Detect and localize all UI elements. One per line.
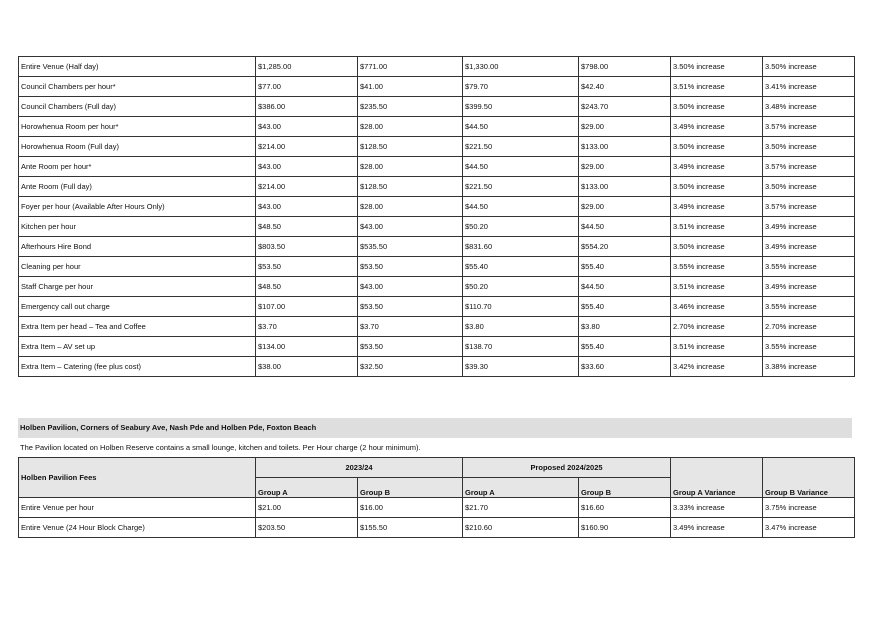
table-cell: 3.50% increase bbox=[763, 137, 855, 157]
table-cell: 3.49% increase bbox=[671, 157, 763, 177]
table-cell: 3.50% increase bbox=[763, 57, 855, 77]
table-cell: 3.50% increase bbox=[671, 237, 763, 257]
table-cell: $210.60 bbox=[463, 518, 579, 538]
table-cell: $48.50 bbox=[256, 217, 358, 237]
table-cell: $44.50 bbox=[579, 277, 671, 297]
table-cell: $3.80 bbox=[463, 317, 579, 337]
table-cell: $214.00 bbox=[256, 137, 358, 157]
table-row bbox=[19, 357, 855, 377]
table-cell: Entire Venue per hour bbox=[19, 498, 256, 518]
table-cell: Horowhenua Room per hour* bbox=[19, 117, 256, 137]
table-cell: Staff Charge per hour bbox=[19, 277, 256, 297]
table-cell: Entire Venue (Half day) bbox=[19, 57, 256, 77]
venue-fees-body bbox=[19, 57, 855, 377]
holben-description: The Pavilion located on Holben Reserve contains a small lounge, kitchen and toilets. Per Hour charge (2 hour minimum). bbox=[20, 443, 421, 452]
table-cell: $50.20 bbox=[463, 217, 579, 237]
table-cell: $3.80 bbox=[579, 317, 671, 337]
table-cell: $155.50 bbox=[358, 518, 463, 538]
table-cell: $221.50 bbox=[463, 177, 579, 197]
table-cell: $107.00 bbox=[256, 297, 358, 317]
table-cell: 3.47% increase bbox=[763, 518, 855, 538]
table-cell: $29.00 bbox=[579, 197, 671, 217]
table-cell: 3.50% increase bbox=[763, 177, 855, 197]
table-cell: Kitchen per hour bbox=[19, 217, 256, 237]
table-cell: $28.00 bbox=[358, 117, 463, 137]
table-cell: 3.49% increase bbox=[763, 237, 855, 257]
table-cell: $221.50 bbox=[463, 137, 579, 157]
table-cell: 3.55% increase bbox=[763, 337, 855, 357]
table-cell: Council Chambers (Full day) bbox=[19, 97, 256, 117]
table-cell: 2.70% increase bbox=[671, 317, 763, 337]
table-cell: $133.00 bbox=[579, 137, 671, 157]
table-cell: 3.41% increase bbox=[763, 77, 855, 97]
table-cell: Entire Venue (24 Hour Block Charge) bbox=[19, 518, 256, 538]
table-cell: $399.50 bbox=[463, 97, 579, 117]
table-cell: 3.51% increase bbox=[671, 217, 763, 237]
group-a-variance-header: Group A Variance bbox=[671, 458, 763, 498]
table-cell: 3.50% increase bbox=[671, 137, 763, 157]
current-group-a-header: Group A bbox=[256, 478, 358, 498]
table-cell: $21.70 bbox=[463, 498, 579, 518]
table-cell: $43.00 bbox=[256, 197, 358, 217]
table-cell: Foyer per hour (Available After Hours Only) bbox=[19, 197, 256, 217]
table-cell: 3.51% increase bbox=[671, 337, 763, 357]
table-cell: $53.50 bbox=[256, 257, 358, 277]
table-cell: $28.00 bbox=[358, 157, 463, 177]
table-row bbox=[19, 498, 855, 518]
table-row bbox=[19, 297, 855, 317]
table-row bbox=[19, 237, 855, 257]
table-cell: $28.00 bbox=[358, 197, 463, 217]
proposed-group-b-header: Group B bbox=[579, 478, 671, 498]
table-cell: $133.00 bbox=[579, 177, 671, 197]
table-cell: $134.00 bbox=[256, 337, 358, 357]
table-cell: $110.70 bbox=[463, 297, 579, 317]
table-cell: 3.57% increase bbox=[763, 117, 855, 137]
venue-fees-table bbox=[18, 56, 855, 377]
table-cell: Cleaning per hour bbox=[19, 257, 256, 277]
table-row bbox=[19, 518, 855, 538]
table-cell: $160.90 bbox=[579, 518, 671, 538]
holben-fees-body bbox=[19, 498, 855, 538]
table-cell: $55.40 bbox=[463, 257, 579, 277]
table-cell: $55.40 bbox=[579, 257, 671, 277]
table-cell: $53.50 bbox=[358, 297, 463, 317]
table-cell: 3.57% increase bbox=[763, 157, 855, 177]
table-cell: $48.50 bbox=[256, 277, 358, 297]
table-cell: 3.49% increase bbox=[763, 217, 855, 237]
group-b-variance-header: Group B Variance bbox=[763, 458, 855, 498]
table-cell: 3.55% increase bbox=[763, 297, 855, 317]
table-row bbox=[19, 117, 855, 137]
table-cell: $43.00 bbox=[358, 277, 463, 297]
table-cell: $44.50 bbox=[579, 217, 671, 237]
table-cell: $21.00 bbox=[256, 498, 358, 518]
proposed-group-a-header: Group A bbox=[463, 478, 579, 498]
period-current-header: 2023/24 bbox=[256, 458, 463, 478]
table-cell: $29.00 bbox=[579, 157, 671, 177]
table-cell: 3.48% increase bbox=[763, 97, 855, 117]
table-cell: 3.42% increase bbox=[671, 357, 763, 377]
table-cell: 3.57% increase bbox=[763, 197, 855, 217]
table-cell: $1,285.00 bbox=[256, 57, 358, 77]
table-cell: 3.50% increase bbox=[671, 177, 763, 197]
table-row bbox=[19, 97, 855, 117]
table-cell: $55.40 bbox=[579, 337, 671, 357]
table-cell: $3.70 bbox=[256, 317, 358, 337]
table-cell: Extra Item – AV set up bbox=[19, 337, 256, 357]
table-cell: 2.70% increase bbox=[763, 317, 855, 337]
table-cell: $53.50 bbox=[358, 337, 463, 357]
table-cell: $77.00 bbox=[256, 77, 358, 97]
table-cell: $16.60 bbox=[579, 498, 671, 518]
table-cell: $44.50 bbox=[463, 117, 579, 137]
table-cell: $243.70 bbox=[579, 97, 671, 117]
table-cell: 3.49% increase bbox=[763, 277, 855, 297]
table-cell: Extra Item – Catering (fee plus cost) bbox=[19, 357, 256, 377]
table-cell: $798.00 bbox=[579, 57, 671, 77]
table-cell: 3.51% increase bbox=[671, 77, 763, 97]
table-cell: $44.50 bbox=[463, 157, 579, 177]
table-cell: $38.00 bbox=[256, 357, 358, 377]
table-cell: Emergency call out charge bbox=[19, 297, 256, 317]
table-cell: $43.00 bbox=[256, 157, 358, 177]
table-cell: $554.20 bbox=[579, 237, 671, 257]
table-cell: $79.70 bbox=[463, 77, 579, 97]
table-cell: $32.50 bbox=[358, 357, 463, 377]
table-cell: $55.40 bbox=[579, 297, 671, 317]
table-cell: $128.50 bbox=[358, 137, 463, 157]
table-cell: Council Chambers per hour* bbox=[19, 77, 256, 97]
table-cell: $43.00 bbox=[256, 117, 358, 137]
table-cell: $128.50 bbox=[358, 177, 463, 197]
table-cell: 3.46% increase bbox=[671, 297, 763, 317]
table-cell: $33.60 bbox=[579, 357, 671, 377]
table-cell: 3.49% increase bbox=[671, 117, 763, 137]
current-group-b-header: Group B bbox=[358, 478, 463, 498]
table-cell: $803.50 bbox=[256, 237, 358, 257]
table-cell: $203.50 bbox=[256, 518, 358, 538]
table-cell: 3.33% increase bbox=[671, 498, 763, 518]
table-row bbox=[19, 157, 855, 177]
table-cell: $1,330.00 bbox=[463, 57, 579, 77]
table-cell: $42.40 bbox=[579, 77, 671, 97]
table-cell: $16.00 bbox=[358, 498, 463, 518]
table-cell: $235.50 bbox=[358, 97, 463, 117]
table-row bbox=[19, 337, 855, 357]
table-cell: $3.70 bbox=[358, 317, 463, 337]
table-cell: 3.49% increase bbox=[671, 197, 763, 217]
table-cell: 3.38% increase bbox=[763, 357, 855, 377]
table-cell: $214.00 bbox=[256, 177, 358, 197]
table-cell: $29.00 bbox=[579, 117, 671, 137]
table-row bbox=[19, 197, 855, 217]
table-cell: $53.50 bbox=[358, 257, 463, 277]
table-cell: 3.50% increase bbox=[671, 57, 763, 77]
table-cell: Ante Room per hour* bbox=[19, 157, 256, 177]
table-cell: Extra Item per head – Tea and Coffee bbox=[19, 317, 256, 337]
table-cell: 3.55% increase bbox=[671, 257, 763, 277]
table-row bbox=[19, 317, 855, 337]
table-cell: $43.00 bbox=[358, 217, 463, 237]
table-cell: $41.00 bbox=[358, 77, 463, 97]
table-cell: $138.70 bbox=[463, 337, 579, 357]
table-row bbox=[19, 77, 855, 97]
table-row bbox=[19, 177, 855, 197]
table-cell: $50.20 bbox=[463, 277, 579, 297]
holben-fees-table bbox=[18, 457, 855, 538]
table-row bbox=[19, 137, 855, 157]
table-cell: 3.49% increase bbox=[671, 518, 763, 538]
table-row bbox=[19, 217, 855, 237]
table-cell: Afterhours Hire Bond bbox=[19, 237, 256, 257]
table-cell: Ante Room (Full day) bbox=[19, 177, 256, 197]
table-row bbox=[19, 57, 855, 77]
table-cell: 3.75% increase bbox=[763, 498, 855, 518]
table-cell: 3.50% increase bbox=[671, 97, 763, 117]
holben-table-title: Holben Pavilion Fees bbox=[19, 458, 256, 498]
table-row bbox=[19, 277, 855, 297]
table-cell: 3.55% increase bbox=[763, 257, 855, 277]
table-cell: $771.00 bbox=[358, 57, 463, 77]
table-cell: $39.30 bbox=[463, 357, 579, 377]
table-cell: $831.60 bbox=[463, 237, 579, 257]
table-cell: Horowhenua Room (Full day) bbox=[19, 137, 256, 157]
holben-section-heading: Holben Pavilion, Corners of Seabury Ave, Nash Pde and Holben Pde, Foxton Beach bbox=[18, 418, 852, 438]
table-cell: $535.50 bbox=[358, 237, 463, 257]
table-cell: 3.51% increase bbox=[671, 277, 763, 297]
table-cell: $386.00 bbox=[256, 97, 358, 117]
period-proposed-header: Proposed 2024/2025 bbox=[463, 458, 671, 478]
table-row bbox=[19, 257, 855, 277]
table-cell: $44.50 bbox=[463, 197, 579, 217]
